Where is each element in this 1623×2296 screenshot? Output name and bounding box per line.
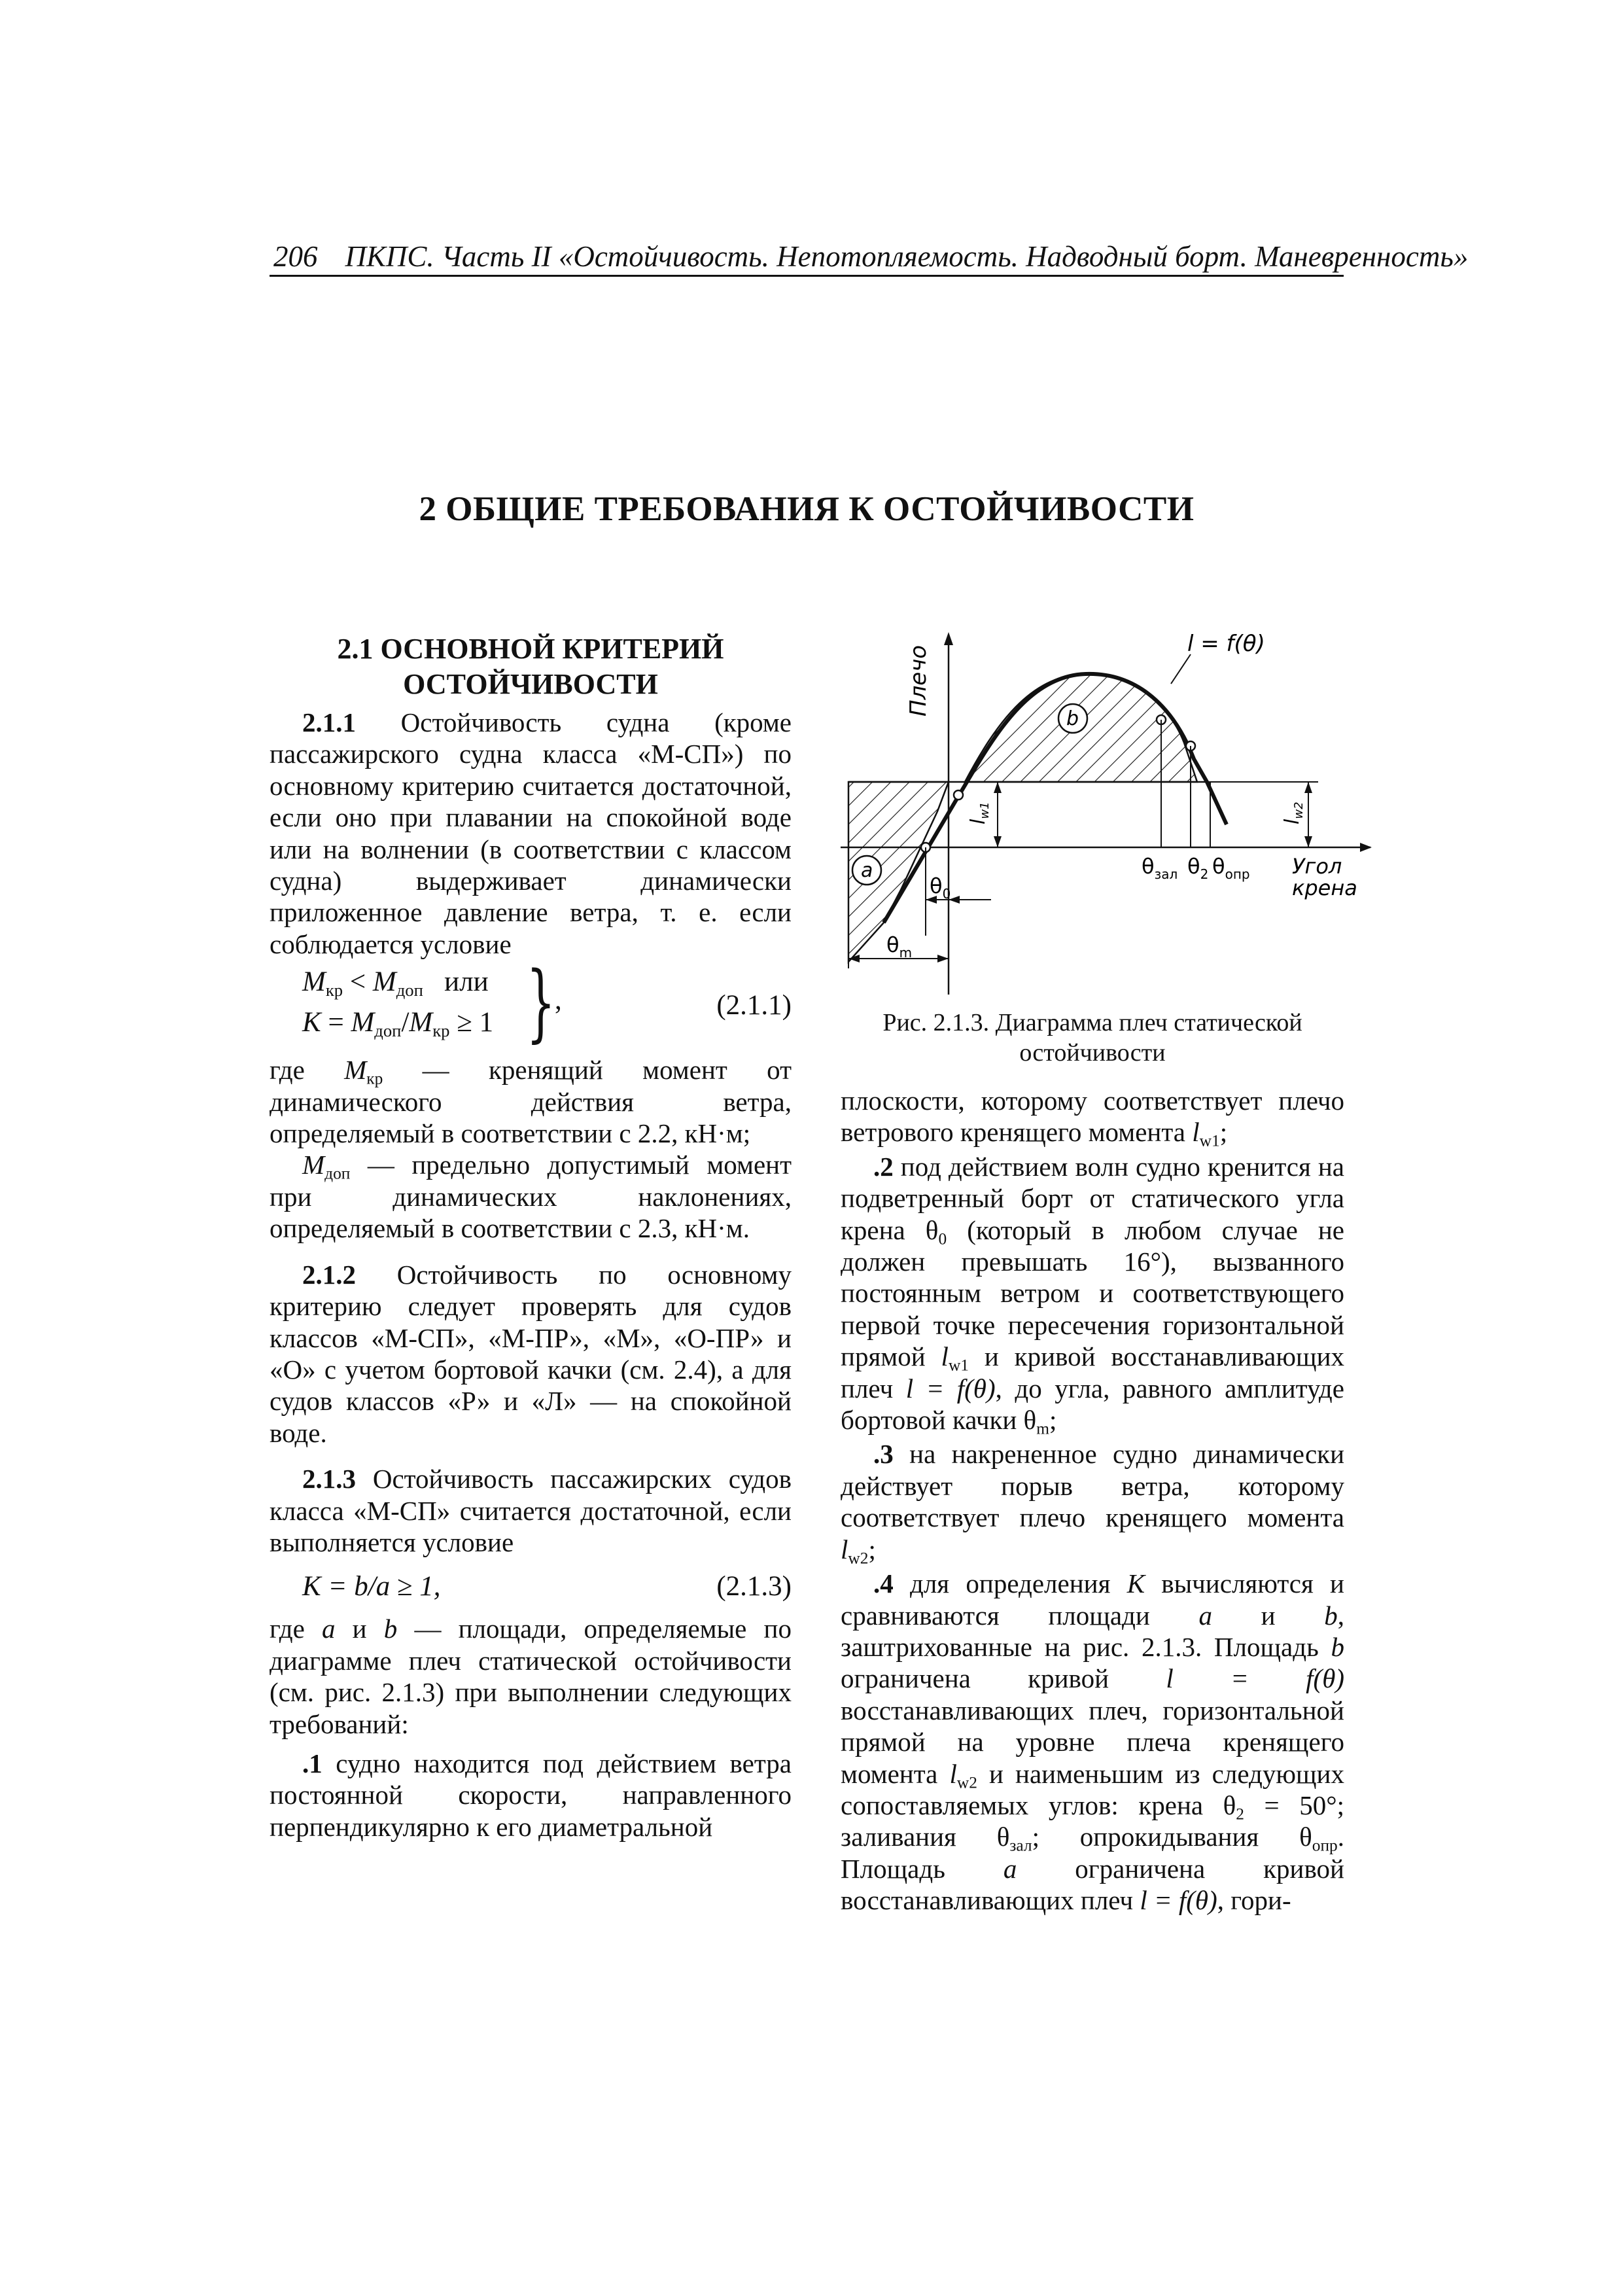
- item-number: .2: [873, 1151, 894, 1182]
- y-axis-label: Плечо: [905, 645, 932, 716]
- paragraph-2-1-1: [270, 707, 792, 960]
- paragraph-2-1-2: [270, 1259, 792, 1449]
- item-number: .3: [873, 1439, 894, 1470]
- section-title-line1: 2.1 ОСНОВНОЙ КРИТЕРИЙ: [337, 633, 724, 665]
- paragraph-text: Остойчивость по основному критерию следует проверять для судов классов «М-СП», «М-ПР», «М», «О-ПР» и «О» с учетом бортовой качки (см. 2.4), а для судов классов «Р» и «Л» — на спокойной воде.: [270, 1259, 792, 1448]
- paragraph-text: Остойчивость судна (кроме пассажирского судна класса «М-СП») по основному критерию считается достаточной, если оно при плавании на спокойной воде или на волнении (в соответствии с классом судна) выдерживает динамически приложенное давление ветра, т. е. если соблюдается условие: [270, 707, 792, 959]
- item-1-continued: плоскости, которому соответствует плечо ветрового кренящего момента $l_{w1}$;: [841, 1086, 1344, 1151]
- running-title: ПКПС. Часть II «Остойчивость. Непотопляемость. Надводный борт. Маневренность»: [345, 240, 1469, 273]
- where-kr: где $M_{кр}$ — кренящий момент от динамического действия ветра, определяемый в соответствии с 2.2, кН·м;: [270, 1055, 792, 1149]
- equation-line-2: $K = M_{доп}/M_{кр} \ge 1$: [302, 1007, 494, 1041]
- item-number: .1: [302, 1748, 323, 1778]
- paragraph-text: Остойчивость пассажирских судов класса «М-СП» считается достаточной, если выполняется условие: [270, 1464, 792, 1557]
- theta-0-label: $\theta_0$: [930, 874, 951, 902]
- stability-diagram: [841, 628, 1377, 995]
- equation-brace: }: [526, 954, 556, 1052]
- lw1-label: $l_{w1}$: [967, 802, 992, 824]
- equation-comma: ,: [555, 985, 562, 1016]
- paragraph-2-1-3: [270, 1463, 792, 1558]
- equation-2-1-3: [270, 1563, 792, 1613]
- caption-line2: остойчивости: [1019, 1039, 1166, 1067]
- caption-line1: Рис. 2.1.3. Диаграмма плеч статической: [882, 1009, 1302, 1036]
- figure-caption: [841, 1008, 1344, 1068]
- section-title-line2: ОСТОЙЧИВОСТИ: [403, 668, 658, 700]
- header-rule: [270, 275, 1344, 277]
- theta-m-label: $\theta_m$: [886, 932, 913, 961]
- clause-number: 2.1.2: [302, 1259, 356, 1290]
- where-areas: где a и b — площади, определяемые по диаграмме плеч статической остойчивости (см. рис. 2.1.3) при выполнении следующих требований:: [270, 1614, 792, 1739]
- area-b-label: b: [1066, 707, 1079, 730]
- lw2-label: $l_{w2}$: [1281, 802, 1306, 824]
- where-dop: $M_{доп}$ — предельно допустимый момент при динамических наклонениях, определяемый в соответствии с 2.3, кН·м.: [270, 1150, 792, 1244]
- item-number: .4: [873, 1568, 894, 1599]
- page-number: 206: [273, 240, 318, 273]
- left-column: [270, 707, 792, 1843]
- item-text: судно находится под действием ветра постоянной скорости, направленного перпендикулярно к его диаметральной: [270, 1748, 792, 1842]
- item-3: .3 на накрененное судно динамически действует порыв ветра, которому соответствует плечо кренящего момента $l_{w2}$;: [841, 1439, 1345, 1568]
- running-header: [273, 239, 1469, 274]
- item-1: [270, 1748, 792, 1843]
- theta-2-label: $\theta_2$: [1187, 854, 1209, 882]
- theta-zal-label: $\theta_{зал}$: [1142, 854, 1178, 882]
- section-title: [270, 631, 792, 702]
- equation-2-1-1: [270, 954, 792, 1052]
- x-axis-label-line1: Угол: [1292, 854, 1342, 879]
- equation-line-1: $M_{кр} < M_{доп}$ или: [302, 966, 489, 1000]
- clause-number: 2.1.1: [302, 707, 356, 737]
- item-2: .2 под действием волн судно кренится на подветренный борт от статического угла крена $\theta_0$ (который в любом случае не должен превышать 16°), вызванного постоянным ветром и соответствующего первой точке пересечения горизонтальной прямой $l_{w1}$ и кривой восстанавливающих плеч l = f(θ), до угла, равного амплитуде бортовой качки $\theta_m$;: [841, 1151, 1345, 1438]
- equation-number: (2.1.1): [716, 990, 792, 1021]
- item-4: .4 для определения K вычисляются и сравниваются площади a и b, заштрихованные на рис. 2.1.3. Площадь b ограничена кривой l = f(θ) восстанавливающих плеч, горизонтальной прямой на уровне плеча кренящего момента $l_{w2}$ и наименьшим из следующих сопоставляемых углов: крена $\theta_2 = 50^\circ$; заливания $\theta_{зал}$; опрокидывания $\theta_{опр}$. Площадь a ограничена кривой восстанавливающих плеч l = f(θ), гори-: [841, 1568, 1344, 1916]
- curve-label: l = f(θ): [1187, 631, 1265, 657]
- right-column: [841, 1085, 1344, 1916]
- clause-number: 2.1.3: [302, 1464, 356, 1494]
- chapter-title: 2 ОБЩИЕ ТРЕБОВАНИЯ К ОСТОЙЧИВОСТИ: [419, 490, 1195, 528]
- area-a-label: a: [861, 859, 873, 882]
- equation-number: (2.1.3): [716, 1571, 792, 1602]
- theta-opr-label: $\theta_{опр}$: [1212, 854, 1250, 882]
- x-axis-label-line2: крена: [1292, 875, 1357, 900]
- equation-formula: K = b/a ≥ 1,: [302, 1571, 441, 1602]
